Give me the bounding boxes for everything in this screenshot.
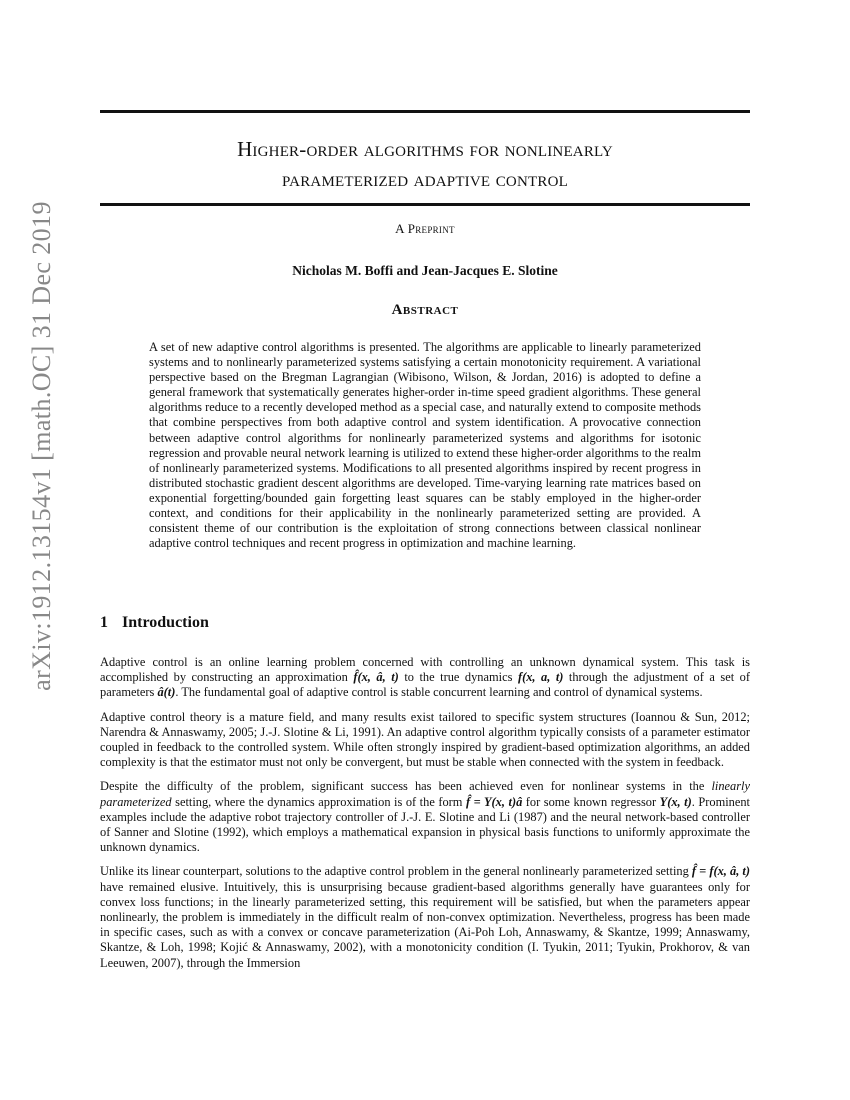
paragraph-2: Adaptive control theory is a mature field, and many results exist tailored to specific system structures (Ioannou & Sun, 2012; Narendra & Annaswamy, 2005; J.-J. Slotine & Li, 1991). An adaptive control algorithm typically consists of a parameter estimator coupled in feedback to the controlled system. While often strongly inspired by gradient-based optimization algorithms, an added complexity is that the estimator must not only be convergent, but must be stable when connected with the system in feedback. (100, 709, 750, 770)
text-run: Adaptive control is an online learning problem concerned with controlling an unknown dynamical system. This task is accomplished by constructing an approximation (100, 655, 750, 685)
authors: Nicholas M. Boffi and Jean-Jacques E. Slotine (292, 263, 558, 278)
top-rule (100, 110, 750, 113)
text-run: setting, where the dynamics approximation is of the form (171, 794, 466, 809)
text-run: to the true dynamics (398, 670, 518, 685)
title-line-2: parameterized adaptive control (282, 167, 568, 191)
text-run: Unlike its linear counterpart, solutions to the adaptive control problem in the general nonlinearly parameterized setting (100, 864, 692, 879)
arxiv-identifier: arXiv:1912.13154v1 [math.OC] 31 Dec 2019 (27, 201, 56, 691)
abstract-heading: Abstract (391, 302, 459, 318)
math-expression: f̂ = f(x, â, t) (691, 864, 750, 879)
text-run: for some known regressor (522, 794, 660, 809)
text-run: through the adjustment of a set of parameters (100, 670, 750, 700)
title-line-1: Higher-order algorithms for nonlinearly (237, 137, 613, 161)
section-title: Introduction (122, 614, 209, 631)
text-run: Despite the difficulty of the problem, significant success has been achieved even for nonlinear systems in the (100, 779, 712, 794)
paper-title (100, 134, 750, 194)
abstract-text: A set of new adaptive control algorithms is presented. The algorithms are applicable to linearly parameterized systems and to nonlinearly parameterized systems satisfying a certain monotonicity requirement. A variational perspective based on the Bregman Lagrangian (Wibisono, Wilson, & Jordan, 2016) is adopted to define a general framework that systematically generates higher-order in-time speed gradient algorithms. These general algorithms reduce to a recently developed method as a special case, and naturally extend to composite methods that combine perspectives from both adaptive control and system identification. A provocative connection between adaptive control algorithms for nonlinearly parameterized systems and algorithms for isotonic regression and provable neural network learning is utilized to extend these higher-order algorithms to the realm of nonlinearly parameterized systems. Modifications to all presented algorithms inspired by recent progress in distributed stochastic gradient descent algorithms are developed. Time-varying learning rate matrices based on exponential forgetting/bounded gain forgetting least squares can be stably employed in the higher-order context, and conditions for their applicability in the nonlinearly parameterized setting are provided. A consistent theme of our contribution is the exploitation of strong connections between classical nonlinear adaptive control techniques and recent progress in optimization and machine learning. (149, 340, 701, 551)
math-expression: Y(x, t) (659, 794, 692, 809)
text-run: . The fundamental goal of adaptive control is stable concurrent learning and control of dynamical systems. (175, 685, 703, 700)
bottom-title-rule (100, 203, 750, 206)
section-heading (100, 614, 209, 632)
paragraph-4 (100, 864, 750, 970)
text-run: . Prominent examples include the adaptive robot trajectory controller of J.-J. E. Slotine and Li (1987) and the neural network-based controller of Sanner and Slotine (1992), which employs a mathematical expansion in physical basis functions to uniformly approximate the unknown dynamics. (100, 794, 751, 855)
preprint-label: A Preprint (395, 221, 455, 236)
text-run: have remained elusive. Intuitively, this is unsurprising because gradient-based algorithms generally have guarantees only for convex loss functions; in the linearly parameterized setting, this requirement will be satisfied, but when the parameters appear nonlinearly, the problem is immediately in the difficult realm of non-convex optimization. Nevertheless, progress has been made in specific cases, such as with a convex or concave parameterization (Ai-Poh Loh, Annaswamy, & Skantze, 1999; Annaswamy, Skantze, & Loh, 1998; Kojić & Annaswamy, 2002), with a monotonicity condition (I. Tyukin, 2011; Tyukin, Prokhorov, & van Leeuwen, 2007), through the Immersion (100, 879, 750, 970)
emphasis: linearly parameterized (100, 779, 750, 809)
math-expression: f̂ = Y(x, t)â (465, 794, 523, 809)
section-number: 1 (100, 614, 108, 631)
math-expression: â(t) (157, 685, 176, 700)
introduction-body (100, 655, 750, 980)
math-expression: f̂(x, â, t) (353, 670, 399, 685)
paragraph-3 (100, 779, 750, 855)
math-expression: f(x, a, t) (517, 670, 564, 685)
paragraph-1 (100, 655, 750, 701)
